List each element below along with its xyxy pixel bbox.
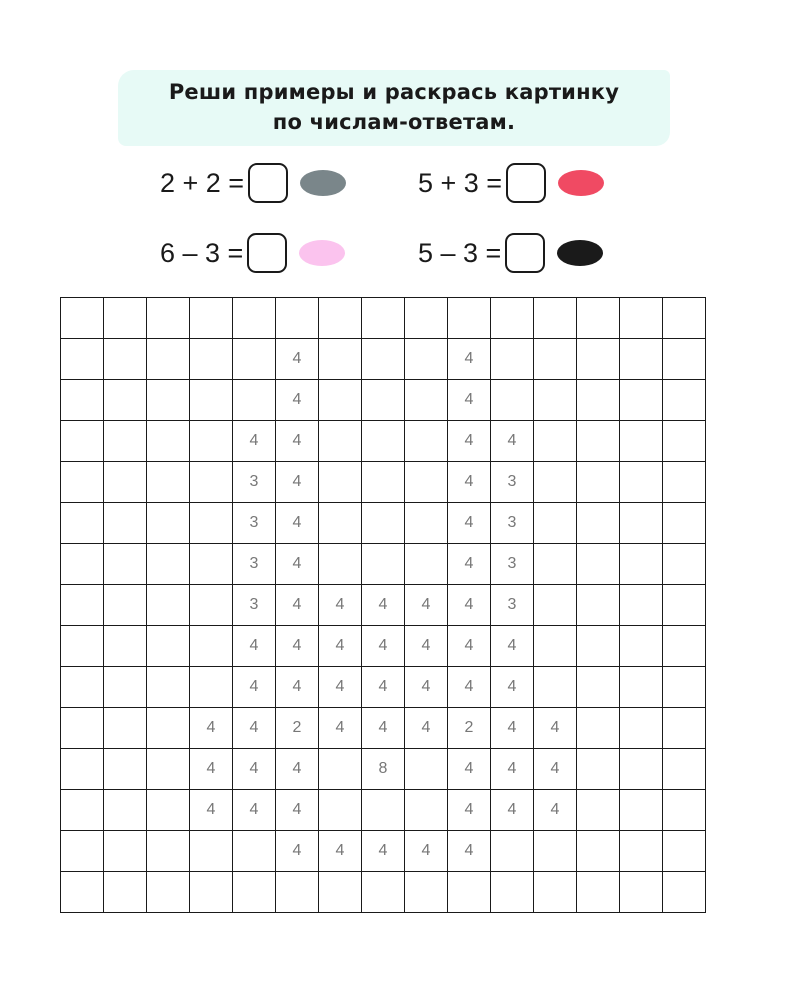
grid-cell[interactable] bbox=[104, 462, 147, 503]
grid-cell[interactable] bbox=[233, 380, 276, 421]
grid-cell[interactable] bbox=[620, 749, 663, 790]
grid-cell[interactable] bbox=[663, 544, 706, 585]
grid-cell[interactable] bbox=[620, 503, 663, 544]
grid-cell[interactable] bbox=[620, 339, 663, 380]
grid-cell[interactable] bbox=[104, 544, 147, 585]
grid-row bbox=[61, 708, 706, 749]
grid-cell[interactable] bbox=[61, 421, 104, 462]
grid-cell[interactable]: 4 bbox=[319, 667, 362, 708]
grid-cell[interactable]: 4 bbox=[448, 626, 491, 667]
grid-cell[interactable] bbox=[61, 544, 104, 585]
grid-cell[interactable] bbox=[405, 544, 448, 585]
grid-cell[interactable] bbox=[190, 872, 233, 913]
grid-cell[interactable] bbox=[104, 872, 147, 913]
grid-cell[interactable] bbox=[491, 380, 534, 421]
grid-cell[interactable] bbox=[147, 790, 190, 831]
task-expression: 2 + 2 = bbox=[160, 167, 245, 198]
grid-cell[interactable] bbox=[190, 421, 233, 462]
grid-cell[interactable] bbox=[405, 872, 448, 913]
grid-cell[interactable] bbox=[663, 585, 706, 626]
grid-cell[interactable] bbox=[104, 585, 147, 626]
grid-cell[interactable] bbox=[534, 585, 577, 626]
grid-cell[interactable] bbox=[620, 462, 663, 503]
grid-cell[interactable] bbox=[620, 708, 663, 749]
grid-cell[interactable] bbox=[491, 831, 534, 872]
grid-cell[interactable] bbox=[362, 790, 405, 831]
grid-cell[interactable] bbox=[491, 339, 534, 380]
grid-cell[interactable] bbox=[362, 298, 405, 339]
grid-row bbox=[61, 544, 706, 585]
grid-cell[interactable]: 4 bbox=[276, 626, 319, 667]
grid-row bbox=[61, 585, 706, 626]
color-swatch bbox=[557, 240, 603, 266]
grid-cell[interactable]: 4 bbox=[190, 790, 233, 831]
grid-cell[interactable]: 8 bbox=[362, 749, 405, 790]
grid-cell[interactable]: 4 bbox=[319, 626, 362, 667]
grid-cell[interactable]: 4 bbox=[233, 421, 276, 462]
grid-cell[interactable] bbox=[534, 298, 577, 339]
grid-cell[interactable] bbox=[362, 339, 405, 380]
grid-cell[interactable]: 2 bbox=[448, 708, 491, 749]
grid-cell[interactable] bbox=[104, 790, 147, 831]
grid-cell[interactable] bbox=[233, 339, 276, 380]
grid-cell[interactable] bbox=[491, 872, 534, 913]
grid-cell[interactable] bbox=[534, 667, 577, 708]
grid-cell[interactable]: 4 bbox=[491, 421, 534, 462]
grid-cell[interactable]: 3 bbox=[233, 585, 276, 626]
grid-cell[interactable] bbox=[190, 667, 233, 708]
grid-cell[interactable] bbox=[577, 298, 620, 339]
grid-cell[interactable] bbox=[190, 339, 233, 380]
grid-cell[interactable] bbox=[61, 626, 104, 667]
grid-cell[interactable]: 4 bbox=[276, 421, 319, 462]
grid-cell[interactable] bbox=[61, 831, 104, 872]
grid-cell[interactable] bbox=[190, 831, 233, 872]
task-expression: 6 – 3 = bbox=[160, 237, 244, 268]
grid-cell[interactable] bbox=[362, 421, 405, 462]
grid-cell[interactable] bbox=[577, 790, 620, 831]
grid-row bbox=[61, 667, 706, 708]
grid-cell[interactable] bbox=[405, 790, 448, 831]
grid-cell[interactable] bbox=[362, 872, 405, 913]
grid-cell[interactable] bbox=[405, 462, 448, 503]
grid-cell[interactable] bbox=[362, 462, 405, 503]
grid-cell[interactable]: 4 bbox=[491, 626, 534, 667]
grid-cell[interactable] bbox=[663, 421, 706, 462]
grid-cell[interactable] bbox=[319, 298, 362, 339]
grid-cell[interactable]: 4 bbox=[362, 626, 405, 667]
grid-cell[interactable]: 4 bbox=[190, 708, 233, 749]
grid-cell[interactable] bbox=[61, 749, 104, 790]
grid-cell[interactable]: 4 bbox=[534, 749, 577, 790]
grid-cell[interactable] bbox=[190, 544, 233, 585]
grid-cell[interactable]: 4 bbox=[491, 790, 534, 831]
grid-cell[interactable]: 3 bbox=[233, 544, 276, 585]
grid-cell[interactable] bbox=[319, 503, 362, 544]
grid-cell[interactable]: 4 bbox=[448, 421, 491, 462]
grid-cell[interactable] bbox=[405, 503, 448, 544]
grid-cell[interactable] bbox=[190, 380, 233, 421]
grid-cell[interactable] bbox=[405, 421, 448, 462]
instructions-banner bbox=[118, 70, 670, 146]
grid-cell[interactable] bbox=[620, 585, 663, 626]
grid-cell[interactable]: 4 bbox=[448, 462, 491, 503]
grid-cell[interactable] bbox=[190, 585, 233, 626]
grid-cell[interactable] bbox=[577, 421, 620, 462]
grid-cell[interactable]: 4 bbox=[276, 585, 319, 626]
grid-cell[interactable] bbox=[104, 503, 147, 544]
grid-cell[interactable]: 4 bbox=[276, 462, 319, 503]
grid-cell[interactable] bbox=[663, 749, 706, 790]
grid-cell[interactable] bbox=[61, 790, 104, 831]
grid-cell[interactable] bbox=[147, 339, 190, 380]
grid-cell[interactable]: 4 bbox=[405, 585, 448, 626]
grid-row bbox=[61, 790, 706, 831]
grid-cell[interactable] bbox=[61, 339, 104, 380]
grid-cell[interactable] bbox=[577, 544, 620, 585]
grid-cell[interactable]: 4 bbox=[276, 380, 319, 421]
grid-cell[interactable]: 2 bbox=[276, 708, 319, 749]
grid-cell[interactable]: 4 bbox=[448, 544, 491, 585]
grid-cell[interactable]: 4 bbox=[491, 708, 534, 749]
grid-cell[interactable] bbox=[104, 380, 147, 421]
grid-cell[interactable]: 4 bbox=[362, 831, 405, 872]
grid-cell[interactable]: 4 bbox=[491, 749, 534, 790]
grid-cell[interactable]: 4 bbox=[276, 544, 319, 585]
grid-cell[interactable] bbox=[620, 626, 663, 667]
grid-cell[interactable]: 4 bbox=[448, 503, 491, 544]
grid-row bbox=[61, 749, 706, 790]
grid-cell[interactable] bbox=[534, 872, 577, 913]
grid-cell[interactable] bbox=[147, 626, 190, 667]
grid-cell[interactable]: 4 bbox=[233, 749, 276, 790]
grid-cell[interactable] bbox=[620, 380, 663, 421]
grid-cell[interactable]: 4 bbox=[534, 790, 577, 831]
grid-cell[interactable] bbox=[448, 298, 491, 339]
grid-cell[interactable] bbox=[663, 790, 706, 831]
grid-cell[interactable] bbox=[534, 462, 577, 503]
grid-cell[interactable] bbox=[405, 298, 448, 339]
grid-cell[interactable] bbox=[233, 872, 276, 913]
task-3 bbox=[160, 231, 345, 275]
grid-cell[interactable] bbox=[663, 667, 706, 708]
grid-cell[interactable] bbox=[147, 380, 190, 421]
grid-cell[interactable]: 3 bbox=[233, 503, 276, 544]
grid-cell[interactable] bbox=[534, 421, 577, 462]
grid-cell[interactable] bbox=[233, 298, 276, 339]
grid-cell[interactable] bbox=[491, 298, 534, 339]
grid-cell[interactable] bbox=[319, 544, 362, 585]
task-2 bbox=[418, 161, 604, 205]
grid-cell[interactable] bbox=[405, 339, 448, 380]
grid-cell[interactable] bbox=[663, 503, 706, 544]
grid-cell[interactable] bbox=[620, 831, 663, 872]
grid-cell[interactable] bbox=[61, 462, 104, 503]
grid-cell[interactable] bbox=[577, 462, 620, 503]
grid-cell[interactable] bbox=[147, 421, 190, 462]
grid-cell[interactable] bbox=[534, 380, 577, 421]
grid-cell[interactable] bbox=[663, 626, 706, 667]
grid-cell[interactable]: 4 bbox=[448, 339, 491, 380]
grid-cell[interactable]: 4 bbox=[362, 708, 405, 749]
grid-row bbox=[61, 298, 706, 339]
grid-cell[interactable] bbox=[104, 831, 147, 872]
grid-cell[interactable] bbox=[190, 462, 233, 503]
grid-cell[interactable] bbox=[577, 667, 620, 708]
grid-cell[interactable] bbox=[61, 872, 104, 913]
grid-cell[interactable] bbox=[104, 421, 147, 462]
grid-cell[interactable] bbox=[405, 749, 448, 790]
grid-cell[interactable] bbox=[190, 503, 233, 544]
grid-cell[interactable]: 4 bbox=[362, 585, 405, 626]
grid-row bbox=[61, 339, 706, 380]
grid-cell[interactable] bbox=[147, 298, 190, 339]
task-1 bbox=[160, 161, 346, 205]
grid-cell[interactable] bbox=[663, 708, 706, 749]
grid-cell[interactable] bbox=[534, 831, 577, 872]
grid-cell[interactable]: 4 bbox=[233, 667, 276, 708]
grid-cell[interactable]: 3 bbox=[233, 462, 276, 503]
grid-cell[interactable]: 4 bbox=[276, 667, 319, 708]
grid-cell[interactable] bbox=[663, 380, 706, 421]
grid-cell[interactable] bbox=[147, 462, 190, 503]
task-expression: 5 + 3 = bbox=[418, 167, 503, 198]
grid-cell[interactable]: 4 bbox=[405, 667, 448, 708]
grid-cell[interactable] bbox=[534, 544, 577, 585]
grid-cell[interactable] bbox=[577, 831, 620, 872]
grid-cell[interactable] bbox=[147, 831, 190, 872]
grid-cell[interactable]: 4 bbox=[362, 667, 405, 708]
grid-cell[interactable] bbox=[104, 339, 147, 380]
grid-cell[interactable] bbox=[534, 503, 577, 544]
instructions-line-2: по числам-ответам. bbox=[272, 110, 516, 134]
grid-cell[interactable] bbox=[319, 339, 362, 380]
grid-cell[interactable]: 4 bbox=[319, 585, 362, 626]
grid-cell[interactable]: 3 bbox=[491, 462, 534, 503]
grid-cell[interactable] bbox=[104, 626, 147, 667]
grid-cell[interactable]: 4 bbox=[276, 503, 319, 544]
grid-row bbox=[61, 872, 706, 913]
grid-cell[interactable] bbox=[362, 544, 405, 585]
grid-cell[interactable] bbox=[319, 749, 362, 790]
answer-box[interactable] bbox=[248, 163, 288, 203]
grid-cell[interactable] bbox=[620, 544, 663, 585]
grid-cell[interactable] bbox=[577, 626, 620, 667]
grid-cell[interactable]: 4 bbox=[276, 339, 319, 380]
grid-cell[interactable] bbox=[61, 503, 104, 544]
grid-cell[interactable] bbox=[61, 708, 104, 749]
grid-cell[interactable]: 4 bbox=[276, 790, 319, 831]
grid-row bbox=[61, 831, 706, 872]
grid-cell[interactable]: 4 bbox=[190, 749, 233, 790]
grid-row bbox=[61, 421, 706, 462]
grid-cell[interactable] bbox=[104, 667, 147, 708]
grid-cell[interactable]: 4 bbox=[448, 749, 491, 790]
grid-cell[interactable] bbox=[534, 339, 577, 380]
answer-box[interactable] bbox=[247, 233, 287, 273]
grid-cell[interactable]: 4 bbox=[233, 626, 276, 667]
grid-row bbox=[61, 626, 706, 667]
grid-cell[interactable] bbox=[663, 831, 706, 872]
grid-cell[interactable]: 3 bbox=[491, 503, 534, 544]
grid-cell[interactable] bbox=[663, 298, 706, 339]
grid-cell[interactable]: 4 bbox=[233, 790, 276, 831]
grid-cell[interactable] bbox=[620, 421, 663, 462]
grid-cell[interactable] bbox=[577, 708, 620, 749]
grid-cell[interactable] bbox=[663, 339, 706, 380]
grid-cell[interactable] bbox=[276, 872, 319, 913]
grid-cell[interactable]: 4 bbox=[276, 749, 319, 790]
grid-row bbox=[61, 380, 706, 421]
grid-cell[interactable]: 4 bbox=[448, 667, 491, 708]
grid-cell[interactable] bbox=[319, 872, 362, 913]
grid-cell[interactable] bbox=[147, 708, 190, 749]
grid-cell[interactable] bbox=[577, 339, 620, 380]
grid-cell[interactable]: 4 bbox=[319, 831, 362, 872]
grid-cell[interactable]: 3 bbox=[491, 585, 534, 626]
grid-cell[interactable] bbox=[61, 585, 104, 626]
grid-cell[interactable] bbox=[663, 872, 706, 913]
grid-cell[interactable] bbox=[319, 380, 362, 421]
grid-cell[interactable] bbox=[620, 790, 663, 831]
grid-cell[interactable] bbox=[319, 790, 362, 831]
instructions-line-1: Реши примеры и раскрась картинку bbox=[168, 80, 620, 104]
grid-cell[interactable]: 4 bbox=[448, 585, 491, 626]
answer-box[interactable] bbox=[506, 163, 546, 203]
grid-cell[interactable] bbox=[147, 544, 190, 585]
grid-cell[interactable] bbox=[577, 749, 620, 790]
grid-cell[interactable] bbox=[104, 708, 147, 749]
grid-cell[interactable] bbox=[147, 872, 190, 913]
task-expression: 5 – 3 = bbox=[418, 237, 502, 268]
grid-cell[interactable] bbox=[147, 749, 190, 790]
grid-cell[interactable] bbox=[663, 462, 706, 503]
grid-cell[interactable]: 4 bbox=[448, 790, 491, 831]
grid-cell[interactable] bbox=[405, 380, 448, 421]
grid-cell[interactable] bbox=[233, 831, 276, 872]
grid-cell[interactable] bbox=[190, 626, 233, 667]
grid-cell[interactable] bbox=[104, 298, 147, 339]
grid-cell[interactable] bbox=[147, 667, 190, 708]
grid-cell[interactable] bbox=[319, 462, 362, 503]
grid-cell[interactable]: 4 bbox=[233, 708, 276, 749]
grid-cell[interactable]: 4 bbox=[405, 708, 448, 749]
grid-cell[interactable] bbox=[147, 503, 190, 544]
grid-row bbox=[61, 503, 706, 544]
grid-cell[interactable] bbox=[620, 872, 663, 913]
grid-cell[interactable]: 4 bbox=[448, 380, 491, 421]
grid-cell[interactable]: 4 bbox=[534, 708, 577, 749]
grid-cell[interactable] bbox=[577, 503, 620, 544]
color-swatch bbox=[558, 170, 604, 196]
grid-cell[interactable] bbox=[448, 872, 491, 913]
color-swatch bbox=[300, 170, 346, 196]
grid-cell[interactable] bbox=[362, 503, 405, 544]
grid-cell[interactable] bbox=[577, 585, 620, 626]
grid-cell[interactable] bbox=[61, 298, 104, 339]
grid-cell[interactable] bbox=[620, 298, 663, 339]
answer-box[interactable] bbox=[505, 233, 545, 273]
grid-cell[interactable] bbox=[190, 298, 233, 339]
task-4 bbox=[418, 231, 603, 275]
grid-cell[interactable]: 4 bbox=[491, 667, 534, 708]
grid-cell[interactable] bbox=[104, 749, 147, 790]
grid-cell[interactable] bbox=[577, 872, 620, 913]
grid-cell[interactable] bbox=[362, 380, 405, 421]
grid-cell[interactable]: 4 bbox=[405, 626, 448, 667]
color-swatch bbox=[299, 240, 345, 266]
grid-cell[interactable] bbox=[276, 298, 319, 339]
grid-cell[interactable] bbox=[147, 585, 190, 626]
grid-cell[interactable] bbox=[620, 667, 663, 708]
grid-cell[interactable] bbox=[319, 421, 362, 462]
grid-cell[interactable]: 4 bbox=[276, 831, 319, 872]
grid-cell[interactable] bbox=[534, 626, 577, 667]
grid-cell[interactable] bbox=[577, 380, 620, 421]
grid-cell[interactable]: 4 bbox=[319, 708, 362, 749]
grid-cell[interactable]: 4 bbox=[448, 831, 491, 872]
grid-cell[interactable]: 4 bbox=[405, 831, 448, 872]
grid-cell[interactable]: 3 bbox=[491, 544, 534, 585]
coloring-grid bbox=[60, 297, 706, 913]
grid-cell[interactable] bbox=[61, 380, 104, 421]
grid-row bbox=[61, 462, 706, 503]
grid-cell[interactable] bbox=[61, 667, 104, 708]
